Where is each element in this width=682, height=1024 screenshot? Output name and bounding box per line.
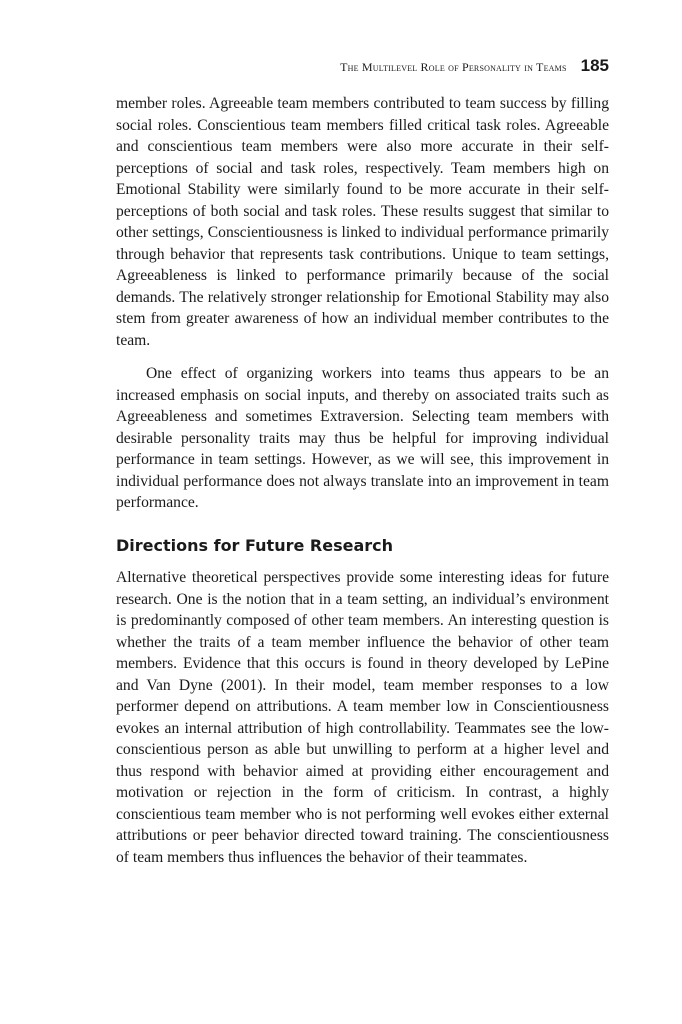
paragraph-text: member roles. Agreeable team members contributed to team success by filling social roles. Conscientious team members filled critical task roles. Agreeable and conscientious team members were also more accurate in their self-perceptions of social and task roles, respectively. Team members high on Emotional Stability were similarly found to be more accurate in their self-perceptions of both social and task roles. These results suggest that similar to other settings, Conscientiousness is linked to individual performance primarily through behavior that represents task contributions. Unique to team settings, Agreeableness is linked to performance primarily because of the social demands. The relatively stronger relationship for Emotional Stability may also stem from greater awareness of how an individual member contributes to the team. xyxy=(116,95,609,349)
paragraph-continued xyxy=(116,93,609,351)
page-number: 185 xyxy=(580,56,609,75)
section-heading: Directions for Future Research xyxy=(116,536,393,555)
paragraph-text: One effect of organizing workers into teams thus appears to be an increased emphasis on social inputs, and thereby on associated traits such as Agreeableness and sometimes Extraversion. Selecting team members with desirable personality traits may thus be helpful for improving individual performance in team settings. However, as we will see, this improvement in individual performance does not always translate into an improvement in team performance. xyxy=(116,365,609,511)
running-title: The Multilevel Role of Personality in Teams xyxy=(340,60,567,74)
paragraph xyxy=(116,567,609,868)
paragraph xyxy=(116,363,609,514)
paragraph-text: Alternative theoretical perspectives provide some interesting ideas for future research. One is the notion that in a team setting, an individual’s environment is predominantly composed of other team members. An interesting question is whether the traits of a team member influence the behavior of other team members. Evidence that this occurs is found in theory developed by LePine and Van Dyne (2001). In their model, team member responses to a low performer depend on attributions. A team member low in Conscientiousness evokes an internal attribution of high controllability. Teammates see the low-conscientious person as able but unwilling to perform at a higher level and thus respond with behavior aimed at providing either encouragement and motivation or rejection in the form of criticism. In contrast, a highly conscientious team member who is not performing well evokes either external attributions or peer behavior directed toward training. The conscientiousness of team members thus influences the behavior of their teammates. xyxy=(116,569,609,866)
running-header xyxy=(116,56,609,76)
